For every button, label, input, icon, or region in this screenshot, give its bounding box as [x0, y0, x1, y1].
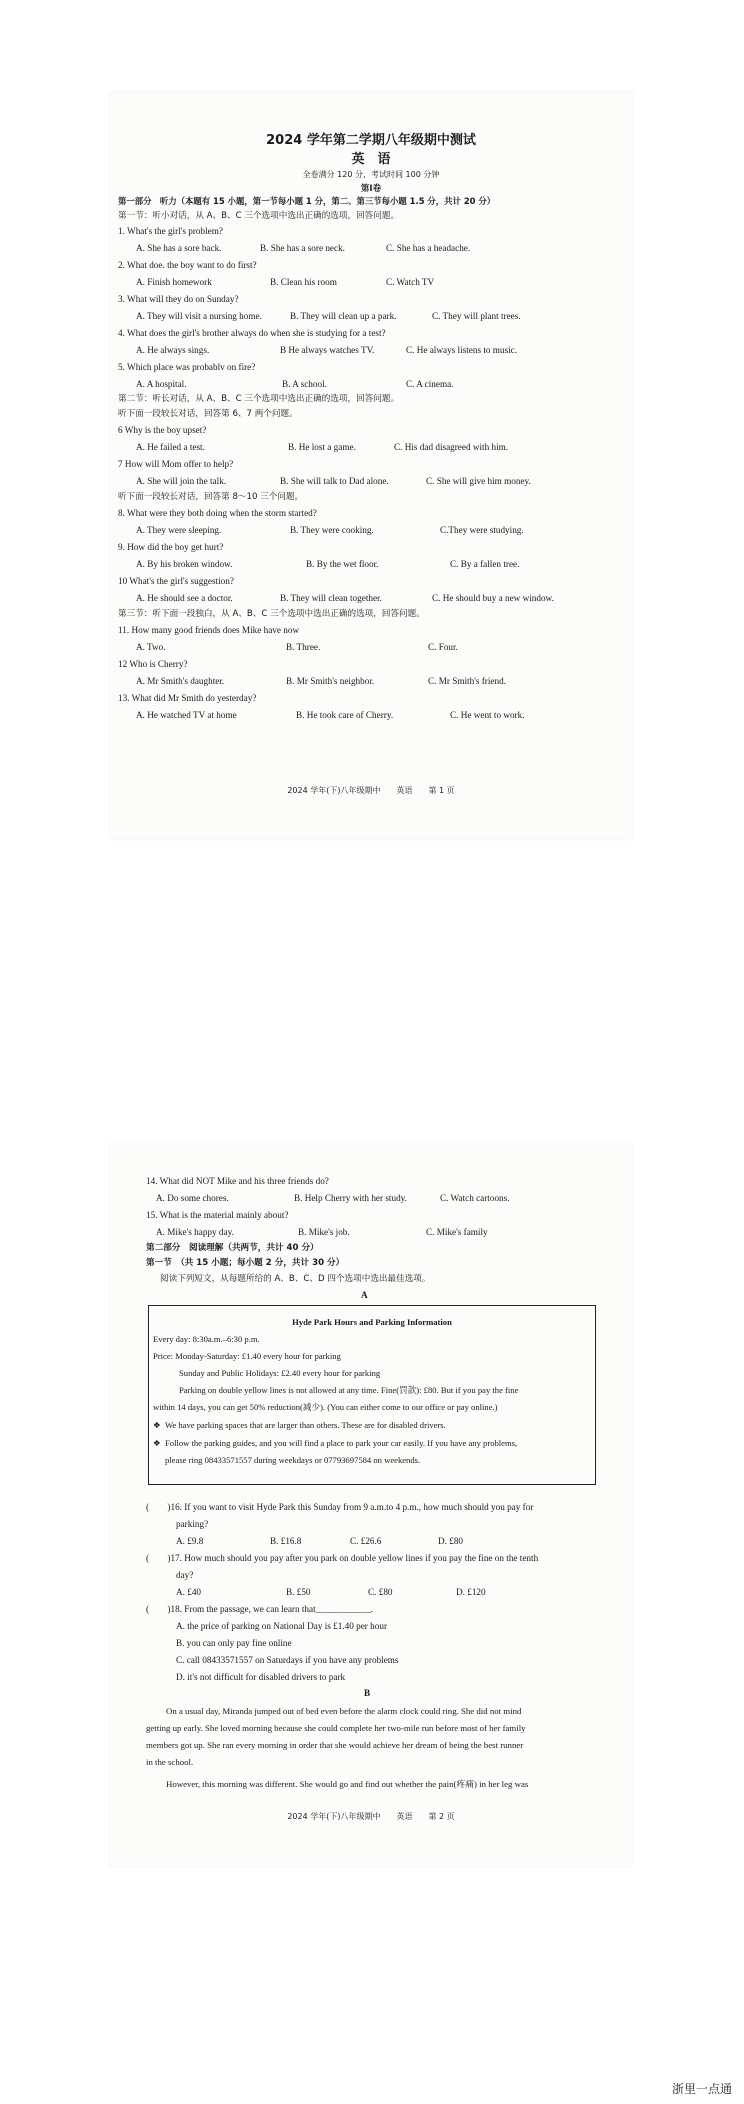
part1-header: 第一部分 听力（本题有 15 小题，第一节每小题 1 分，第二、第三节每小题 1.5 分，共计 20 分） — [118, 196, 496, 206]
q11-option-b: B. Three. — [286, 642, 321, 652]
q4-option-c: C. He always listens to music. — [406, 345, 518, 355]
question-9: 9. How did the boy get hurt? — [118, 542, 224, 552]
exam-info: 全卷满分 120 分，考试时间 100 分钟 — [302, 170, 440, 179]
q9-option-a: A. By his broken window. — [136, 559, 233, 569]
part2-header: 第二部分 阅读理解（共两节，共计 40 分） — [146, 1243, 319, 1253]
q7-option-a: A. She will join the talk. — [136, 476, 227, 486]
box-everyday — [153, 1333, 260, 1345]
page1-footer: 2024 学年(下)八年级期中 英语 第 1 页 — [287, 786, 455, 795]
q12-option-b: B. Mr Smith's neighbor. — [286, 676, 375, 686]
q6-option-a: A. He failed a test. — [136, 442, 205, 452]
subject-title: 英 语 — [351, 152, 391, 167]
listen-8-10-instruction: 听下面一段较长对话，回答第 8～10 三个问题。 — [118, 492, 304, 502]
q1-option-a: A. She has a sore back. — [136, 243, 222, 253]
q1-option-c: C. She has a headache. — [386, 243, 471, 253]
part2-instruction: 阅读下列短文，从每题所给的 A、B、C、D 四个选项中选出最佳选项。 — [160, 1274, 431, 1284]
passage-b-line2: getting up early. She loved morning because she could complete her two-mile run before most of her family — [146, 1723, 526, 1733]
passage-a-label: A — [361, 1290, 368, 1300]
q2-option-a: A. Finish homework — [136, 277, 212, 287]
q14-option-c: C. Watch cartoons. — [440, 1193, 510, 1203]
q2-option-b: B. Clean his room — [270, 277, 337, 287]
q13-option-a: A. He watched TV at home — [136, 710, 237, 720]
passage-b-line5: However, this morning was different. She would go and find out whether the pain(疼痛) in her leg was — [166, 1779, 529, 1789]
question-16-cont: parking? — [176, 1519, 209, 1529]
part2-section1: 第一节 （共 15 小题；每小题 2 分，共计 30 分） — [146, 1258, 345, 1268]
q18-option-b: B. you can only pay fine online — [176, 1638, 292, 1648]
diamond-bullet-icon: ❖ — [153, 1420, 161, 1430]
question-10: 10 What's the girl's suggestion? — [118, 576, 234, 586]
page2-footer: 2024 学年(下)八年级期中 英语 第 2 页 — [287, 1812, 455, 1821]
q10-option-c: C. He should buy a new window. — [432, 593, 554, 603]
q8-option-a: A. They were sleeping. — [136, 525, 222, 535]
question-6: 6 Why is the boy upset? — [118, 425, 207, 435]
q2-option-c: C. Watch TV — [386, 277, 435, 287]
box-everyday-text: Every day: 8:30a.m.–6:30 p.m. — [153, 1334, 260, 1344]
exam-page-2 — [110, 1143, 632, 1866]
q5-option-c: C. A cinema. — [406, 379, 454, 389]
q9-option-c: C. By a fallen tree. — [450, 559, 520, 569]
q5-option-a: A. A hospital. — [136, 379, 187, 389]
q12-option-a: A. Mr Smith's daughter. — [136, 676, 225, 686]
box-bullet1 — [153, 1419, 446, 1431]
section3-instruction: 第三节：听下面一段独白，从 A、B、C 三个选项中选出正确的选项，回答问题。 — [118, 609, 425, 619]
box-bullet2 — [153, 1437, 517, 1449]
question-12: 12 Who is Cherry? — [118, 659, 188, 669]
q9-option-b: B. By the wet floor. — [306, 559, 379, 569]
section1-instruction: 第一节：听小对话，从 A、B、C 三个选项中选出正确的选项，回答问题。 — [118, 211, 400, 221]
question-17-cont: day? — [176, 1570, 194, 1580]
question-14: 14. What did NOT Mike and his three friends do? — [146, 1176, 329, 1186]
question-13: 13. What did Mr Smith do yesterday? — [118, 693, 257, 703]
q16-option-d: D. £80 — [438, 1536, 464, 1546]
exam-title: 2024 学年第二学期八年级期中测试 — [266, 133, 476, 148]
watermark-text: 浙里一点通 — [671, 2082, 732, 2096]
passage-b-label: B — [364, 1688, 371, 1698]
q14-option-a: A. Do some chores. — [156, 1193, 229, 1203]
q18-option-a: A. the price of parking on National Day is £1.40 per hour — [176, 1621, 388, 1631]
question-7: 7 How will Mom offer to help? — [118, 459, 234, 469]
q13-option-b: B. He took care of Cherry. — [296, 710, 394, 720]
q17-option-b: B. £50 — [286, 1587, 311, 1597]
q11-option-a: A. Two. — [136, 642, 166, 652]
q7-option-c: C. She will give him money. — [426, 476, 531, 486]
question-4: 4. What does the girl's brother always do when she is studying for a test? — [118, 328, 386, 338]
q14-option-b: B. Help Cherry with her study. — [294, 1193, 407, 1203]
box-bullet2-line2: please ring 08433571557 during weekdays or 07793697584 on weekends. — [165, 1455, 421, 1465]
q4-option-b: B He always watches TV. — [280, 345, 375, 355]
q16-option-a: A. £9.8 — [176, 1536, 204, 1546]
box-price: Price: Monday-Saturday: £1.40 every hour for parking — [153, 1351, 341, 1361]
q17-option-a: A. £40 — [176, 1587, 202, 1597]
q13-option-c: C. He went to work. — [450, 710, 525, 720]
q11-option-c: C. Four. — [428, 642, 458, 652]
q5-option-b: B. A school. — [282, 379, 327, 389]
q10-option-b: B. They will clean together. — [280, 593, 382, 603]
q15-option-a: A. Mike's happy day. — [156, 1227, 234, 1237]
q18-option-c: C. call 08433571557 on Saturdays if you have any problems — [176, 1655, 399, 1665]
question-3: 3. What will they do on Sunday? — [118, 294, 239, 304]
q10-option-a: A. He should see a doctor. — [136, 593, 233, 603]
box-title: Hyde Park Hours and Parking Information — [292, 1317, 452, 1327]
box-fine-line1: Parking on double yellow lines is not allowed at any time. Fine(罚款): £80. But if you pay the fine — [179, 1385, 519, 1395]
q18-option-d: D. it's not difficult for disabled drivers to park — [176, 1672, 346, 1682]
volume-label: 第Ⅰ卷 — [360, 184, 382, 194]
box-fine-line2: within 14 days, you can get 50% reduction(减少). (You can either come to our office or pay online.) — [153, 1402, 498, 1412]
question-5: 5. Which place was probablv on fire? — [118, 362, 256, 372]
q15-option-c: C. Mike's family — [426, 1227, 488, 1237]
question-18: ( )18. From the passage, we can learn that____________. — [146, 1604, 374, 1614]
q17-option-d: D. £120 — [456, 1587, 486, 1597]
q16-option-c: C. £26.6 — [350, 1536, 382, 1546]
q15-option-b: B. Mike's job. — [298, 1227, 350, 1237]
box-bullet1-text: We have parking spaces that are larger than others. These are for disabled drivers. — [165, 1420, 446, 1430]
box-holiday: Sunday and Public Holidays: £2.40 every hour for parking — [179, 1368, 381, 1378]
question-1: 1. What's the girl's problem? — [118, 226, 223, 236]
question-8: 8. What were they both doing when the storm started? — [118, 508, 317, 518]
q6-option-b: B. He lost a game. — [288, 442, 356, 452]
q6-option-c: C. His dad disagreed with him. — [394, 442, 509, 452]
q8-option-c: C.They were studying. — [440, 525, 524, 535]
passage-b-line4: in the school. — [146, 1757, 194, 1767]
listen-6-7-instruction: 听下面一段较长对话，回答第 6、7 两个问题。 — [118, 409, 298, 419]
q1-option-b: B. She has a sore neck. — [260, 243, 345, 253]
question-16: ( )16. If you want to visit Hyde Park this Sunday from 9 a.m.to 4 p.m., how much should you pay for — [146, 1502, 534, 1512]
question-11: 11. How many good friends does Mike have now — [118, 625, 300, 635]
section2-instruction: 第二节：听长对话，从 A、B、C 三个选项中选出正确的选项，回答问题。 — [118, 394, 400, 404]
passage-b-line1: On a usual day, Miranda jumped out of bed even before the alarm clock could ring. She did not mind — [166, 1706, 522, 1716]
passage-b-line3: members got up. She ran every morning in order that she would achieve her dream of being the best runner — [146, 1740, 524, 1750]
q12-option-c: C. Mr Smith's friend. — [428, 676, 506, 686]
q3-option-b: B. They will clean up a park. — [290, 311, 397, 321]
q8-option-b: B. They were cooking. — [290, 525, 374, 535]
box-bullet2-text: Follow the parking guides, and you will find a place to park your car easily. If you have any problems, — [165, 1438, 518, 1448]
q3-option-c: C. They will plant trees. — [432, 311, 521, 321]
q4-option-a: A. He always sings. — [136, 345, 210, 355]
question-2: 2. What doe. the boy want to do first? — [118, 260, 257, 270]
q7-option-b: B. She will talk to Dad alone. — [280, 476, 389, 486]
question-17: ( )17. How much should you pay after you park on double yellow lines if you pay the fine on the tenth — [146, 1553, 539, 1563]
q17-option-c: C. £80 — [368, 1587, 393, 1597]
exam-page-1 — [110, 93, 632, 839]
diamond-bullet-icon: ❖ — [153, 1438, 161, 1448]
q16-option-b: B. £16.8 — [270, 1536, 302, 1546]
question-15: 15. What is the material mainly about? — [146, 1210, 289, 1220]
q3-option-a: A. They will visit a nursing home. — [136, 311, 262, 321]
parking-info-box — [148, 1305, 596, 1485]
